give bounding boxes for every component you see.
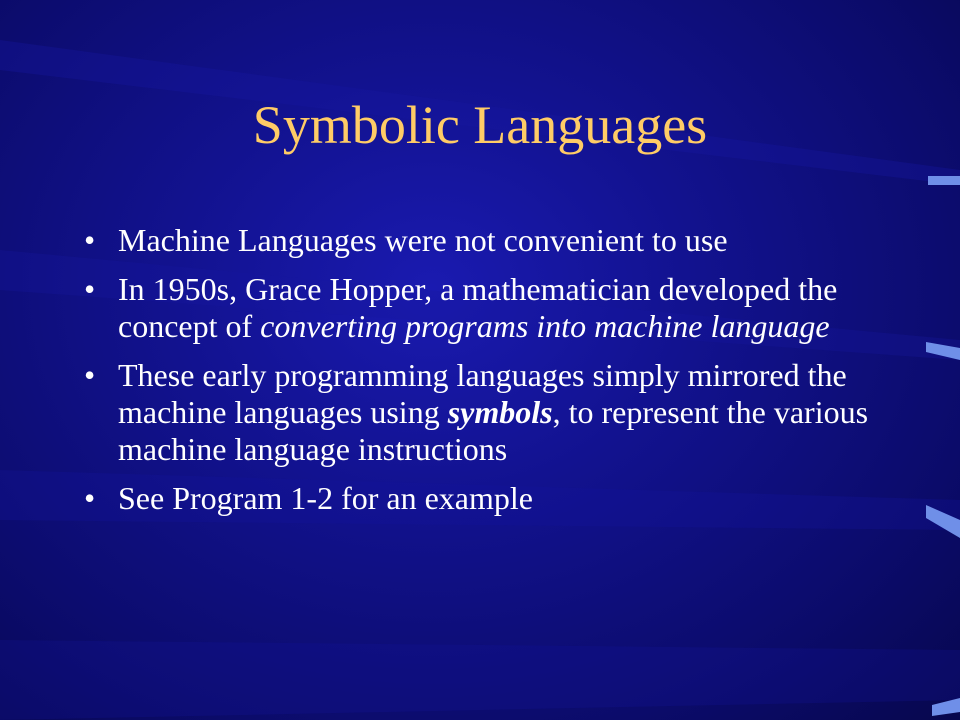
slide-title: Symbolic Languages: [252, 95, 708, 155]
bullet-list: [84, 222, 884, 529]
edge-mark-1: [928, 176, 960, 185]
bullet-item: [84, 357, 884, 468]
bullet-text: In 1950s, Grace Hopper, a mathematician developed the concept of: [118, 271, 838, 344]
edge-mark-4: [932, 698, 960, 716]
bullet-text: Machine Languages were not convenient to use: [118, 222, 728, 258]
bullet-emphasis: converting programs into machine language: [260, 308, 830, 344]
bullet-dot: •: [84, 480, 96, 516]
bullet-text: See Program 1-2 for an example: [118, 480, 533, 516]
bullet-item: [84, 222, 884, 259]
bullet-strong-emphasis: symbols: [447, 394, 553, 430]
streak-4: [0, 640, 960, 720]
bullet-text: These early programming languages simply mirrored the machine languages using: [118, 357, 847, 430]
bullet-dot: •: [84, 357, 96, 393]
bullet-text-continued: , to represent the various machine language instructions: [118, 394, 869, 467]
bullet-item: [84, 271, 884, 345]
bullet-dot: •: [84, 271, 96, 307]
bullet-item: [84, 480, 884, 517]
bullet-dot: •: [84, 222, 96, 258]
